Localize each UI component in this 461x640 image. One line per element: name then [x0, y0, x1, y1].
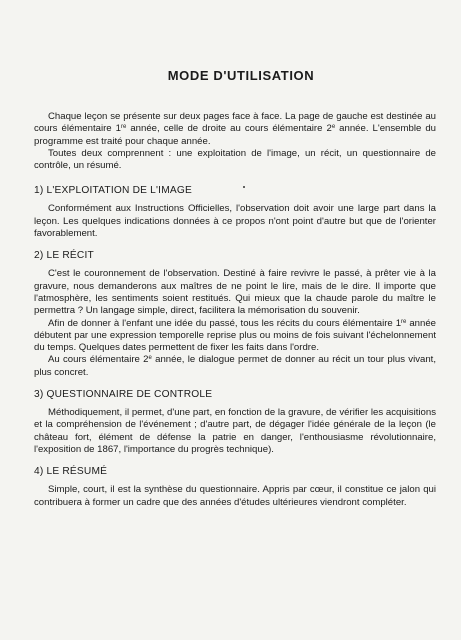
print-speck: [243, 186, 245, 188]
section-heading-image: 1) L'EXPLOITATION DE L'IMAGE: [34, 185, 192, 197]
section-resume: [34, 466, 436, 509]
page-title: MODE D'UTILISATION: [167, 68, 315, 83]
section-heading-recit: 2) LE RÉCIT: [34, 250, 94, 262]
section-heading-resume: 4) LE RÉSUMÉ: [34, 466, 108, 478]
intro-paragraph-2: Toutes deux comprennent : une exploitation de l'image, un récit, un questionnaire de contrôle, un résumé.: [34, 147, 436, 172]
section-recit-paragraph-2: Afin de donner à l'enfant une idée du passé, tous les récits du cours élémentaire 1re année débutent par une expression temporelle reprise plus ou moins de fois suivant l'échelonnement du temps. Quelques dates permettent de fixer les faits dans l'ordre.: [34, 317, 437, 354]
section-questionnaire: [34, 389, 436, 456]
section-recit-paragraph-1: C'est le couronnement de l'observation. Destiné à faire revivre le passé, à prêter vie à la gravure, nous demanderons aux maîtres de ne point le lire, mais de le dire. Il importe que l'atmosphère, les sentiments soient restitués. Qui mieux que la chaude parole du maître le permettra ? Un langage simple, direct, facilitera la mémorisation du souvenir.: [34, 268, 436, 317]
section-questionnaire-paragraph-1: Méthodiquement, il permet, d'une part, en fonction de la gravure, de vérifier les acquisitions et la compréhension de l'événement ; d'autre part, de dégager l'idée générale de la leçon (le château fort, élément de défense la patrie en danger, l'enthousiasme révolutionnaire, l'exposition de 1867, l'importance du progrès technique).: [34, 407, 436, 455]
section-recit: [34, 250, 436, 379]
section-image: [34, 185, 436, 240]
section-recit-paragraph-3: Au cours élémentaire 2e année, le dialogue permet de donner au récit un tour plus vivant, plus concret.: [34, 354, 436, 378]
section-heading-questionnaire: 3) QUESTIONNAIRE DE CONTROLE: [34, 389, 213, 401]
section-resume-paragraph-1: Simple, court, il est la synthèse du questionnaire. Appris par cœur, il constitue ce jalon qui contribuera à former un cadre que des années d'études ultérieures viendront compléter.: [34, 484, 436, 508]
intro-paragraph-1: Chaque leçon se présente sur deux pages face à face. La page de gauche est destinée au cours élémentaire 1re année, celle de droite au cours élémentaire 2e année. L'ensemble du programme est traité pour chaque année.: [34, 111, 436, 147]
intro-block: [34, 111, 436, 172]
section-image-paragraph-1: Conformément aux Instructions Officielles, l'observation doit avoir une large part dans la leçon. Les quelques indications données à ce propos n'ont point d'autre but que de l'orienter favorablement.: [34, 203, 436, 240]
